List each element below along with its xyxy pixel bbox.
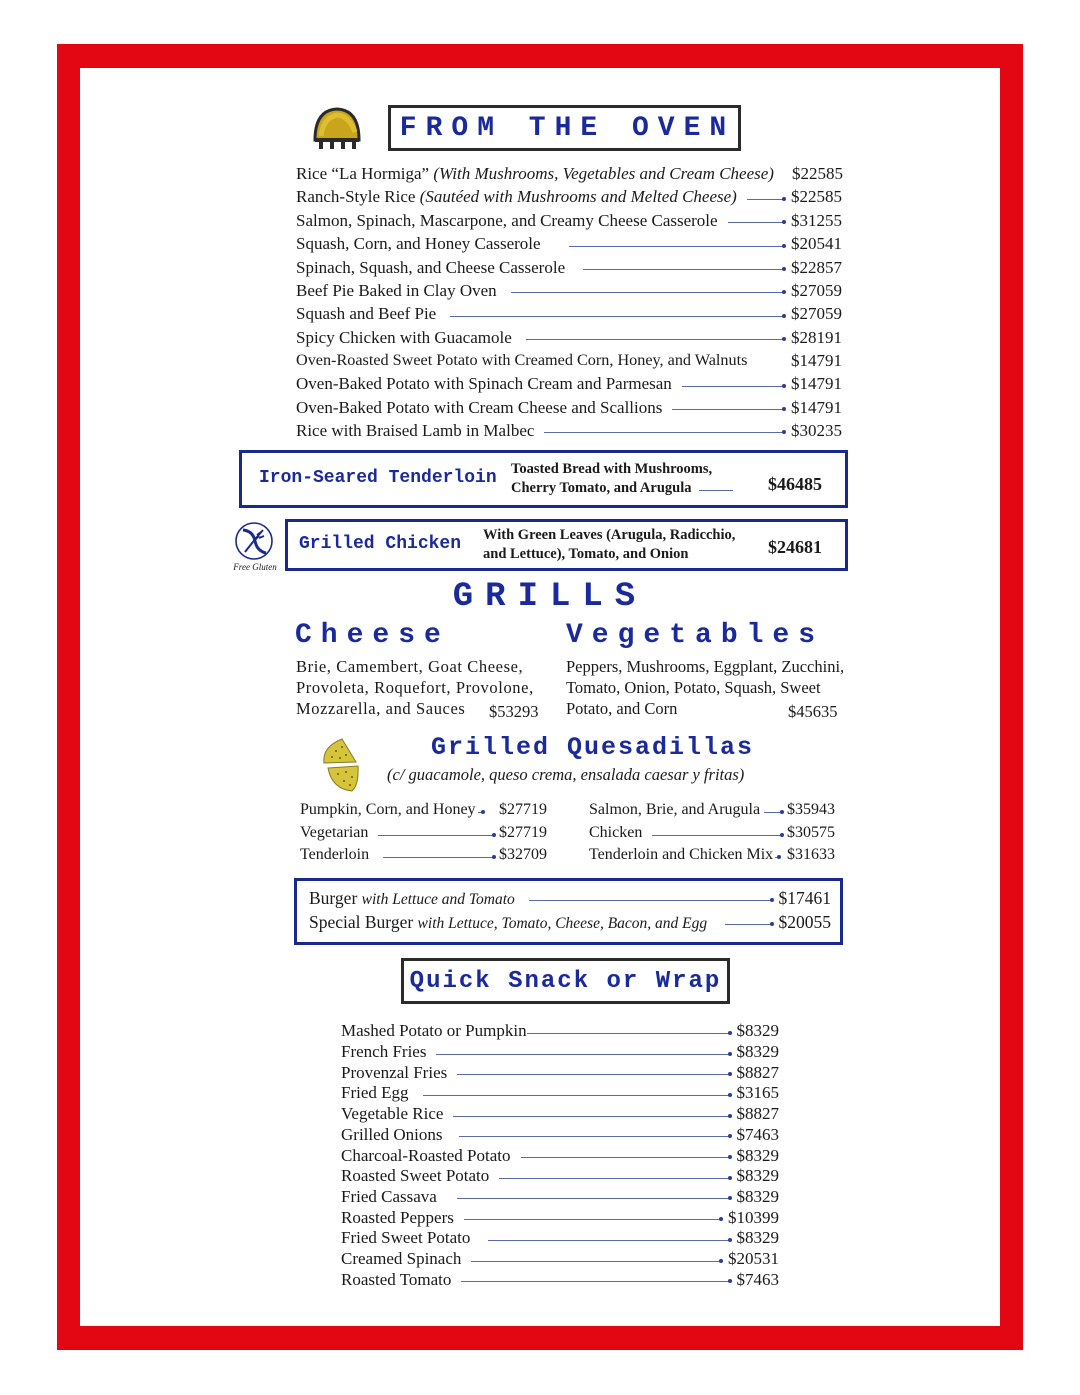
leader-line [521,1157,729,1158]
item-price: $30575 [787,824,835,841]
menu-item [341,1187,779,1208]
item-note: (Sautéed with Mushrooms and Melted Cheese) [419,187,737,206]
leader-line [699,490,733,491]
item-name: Vegetable Rice [341,1104,444,1124]
description-line: Tomato, Onion, Potato, Squash, Sweet [566,678,821,697]
menu-item [296,256,842,279]
subsection-title-cheese: Cheese [295,620,450,651]
section-title-from-the-oven: FROM THE OVEN [388,105,741,151]
leader-line [544,432,783,433]
item-name: Roasted Sweet Potato [341,1166,490,1186]
description-line: Peppers, Mushrooms, Eggplant, Zucchini, [566,657,845,676]
item-name: Fried Egg [341,1083,409,1103]
leader-line [526,339,783,340]
item-price: $20541 [791,234,842,253]
item-price: $8329 [736,1186,779,1206]
item-price: $22585 [791,187,842,206]
item-price: $8827 [736,1062,779,1082]
item-name: French Fries [341,1042,427,1062]
item-name: Salmon, Spinach, Mascarpone, and Creamy Cheese Casserole [296,210,718,230]
item-name: Fried Sweet Potato [341,1228,471,1248]
item-name: Mashed Potato or Pumpkin [341,1021,527,1041]
menu-item [296,303,842,326]
leader-line [569,246,783,247]
leader-line [728,222,783,223]
leader-line [453,1116,728,1117]
item-name: Squash and Beef Pie [296,304,437,323]
item-note: with Lettuce and Tomato [361,890,515,908]
leader-line [471,1261,720,1262]
leader-line [459,1136,729,1137]
item-price: $10399 [728,1207,779,1227]
item-price: $8329 [736,1145,779,1165]
leader-line [423,1095,729,1096]
item-price: $7463 [736,1269,779,1289]
item-name: Tenderloin [300,846,370,863]
menu-item [296,162,842,185]
item-price: $22585 [791,163,843,183]
item-name: Oven-Roasted Sweet Potato with Creamed Corn, Honey, and Walnuts [296,351,748,369]
item-price: $27719 [499,824,547,841]
item-price: $28191 [791,327,842,347]
item-name: Rice with Braised Lamb in Malbec [296,420,535,440]
menu-item [589,799,835,821]
item-name: Roasted Tomato [341,1269,452,1289]
clay-oven-icon [311,106,363,150]
item-price: $20055 [778,911,831,932]
leader-line [457,1074,728,1075]
item-name: Squash, Corn, and Honey Casserole [296,234,541,253]
leader-line [529,900,771,901]
leader-line [383,857,493,858]
quesadilla-icon [322,737,360,793]
item-name: Special Burger [309,911,414,932]
item-price: $17461 [778,887,831,908]
menu-item [300,844,547,866]
item-price: $14791 [791,374,842,393]
menu-item [341,1228,779,1249]
menu-item [341,1249,779,1270]
cheese-price: $53293 [489,702,539,721]
item-name: Salmon, Brie, and Arugula [589,801,761,818]
item-name: Tenderloin and Chicken Mix [589,846,774,863]
featured-title: Grilled Chicken [299,534,462,554]
leader-line [775,857,778,858]
gluten-free-label: Free Gluten [233,562,277,572]
item-note: (With Mushrooms, Vegetables and Cream Cheese) [433,163,774,183]
description-line: Provoleta, Roquefort, Provolone, [296,678,534,697]
item-name: Grilled Onions [341,1124,443,1144]
item-price: $22857 [791,257,842,277]
leader-line [682,386,783,387]
item-name: Burger [309,887,358,908]
description-line: Mozzarella, and Sauces [296,699,466,718]
menu-item [589,844,835,866]
menu-item [341,1166,779,1187]
leader-line [478,812,482,813]
subsection-title-vegetables: Vegetables [566,620,825,651]
item-price: $27059 [791,304,842,323]
leader-line [527,1033,729,1034]
leader-line [499,1178,728,1179]
item-name: Charcoal-Roasted Potato [341,1145,511,1165]
menu-item [341,1042,779,1063]
leader-line [757,362,783,363]
menu-item [341,1145,779,1166]
item-price: $20531 [728,1249,779,1269]
leader-line [672,409,783,410]
item-name: Provenzal Fries [341,1062,448,1082]
leader-line [378,835,493,836]
vegetables-price: $45635 [788,702,838,721]
menu-item [296,419,842,442]
menu-item [300,799,547,821]
section-title-quesadillas: Grilled Quesadillas [431,733,755,762]
menu-item [341,1021,779,1042]
item-price: $14791 [791,350,842,370]
menu-item [341,1125,779,1146]
vegetables-description [566,656,851,719]
item-note: with Lettuce, Tomato, Cheese, Bacon, and Egg [417,914,708,932]
description-line [511,479,733,498]
item-name: Oven-Baked Potato with Spinach Cream and Parmesan [296,374,672,393]
item-price: $8329 [736,1228,779,1248]
description-line: and Lettuce), Tomato, and Onion [483,546,689,562]
featured-title: Iron-Seared Tenderloin [259,468,497,488]
item-price: $31633 [787,846,835,863]
featured-description [483,526,735,564]
item-name: Chicken [589,824,643,841]
menu-item [589,822,835,844]
leader-line [450,316,783,317]
item-name: Spinach, Squash, and Cheese Casserole [296,257,566,277]
leader-line [764,812,781,813]
item-price: $30235 [791,420,842,440]
menu-item [296,326,842,349]
leader-line [464,1219,720,1220]
menu-item [341,1104,779,1125]
leader-line [436,1054,728,1055]
item-price: $8329 [736,1166,779,1186]
menu-item [341,1083,779,1104]
item-name: Creamed Spinach [341,1249,462,1269]
description-line: Potato, and Corn [566,699,678,718]
item-price: $8329 [736,1021,779,1041]
item-name: Oven-Baked Potato with Cream Cheese and Scallions [296,397,663,417]
item-price: $7463 [736,1124,779,1144]
leader-line [652,835,781,836]
menu-item [300,822,547,844]
item-price: $35943 [787,801,835,818]
leader-line [488,1240,728,1241]
menu-item [296,233,842,256]
item-name: Ranch-Style Rice [296,187,416,206]
cheese-description [296,656,558,719]
item-name: Vegetarian [300,824,369,841]
item-price: $14791 [791,397,842,417]
featured-price: $24681 [768,537,822,557]
menu-item [309,886,831,910]
item-price: $27059 [791,280,842,300]
leader-line [511,292,783,293]
gluten-free-icon [233,521,275,561]
featured-description [511,460,733,498]
menu-item [296,209,842,232]
description-text: Cherry Tomato, and Arugula [511,480,692,496]
item-name: Fried Cassava [341,1186,437,1206]
description-line: Toasted Bread with Mushrooms, [511,461,713,477]
section-title-grills: GRILLS [452,578,648,616]
item-name: Roasted Peppers [341,1207,454,1227]
menu-item [296,373,842,396]
item-price: $3165 [736,1083,779,1103]
menu-item [296,349,842,372]
section-title-quick-snack: Quick Snack or Wrap [401,958,730,1004]
description-line: Brie, Camembert, Goat Cheese, [296,657,524,676]
item-name: Pumpkin, Corn, and Honey [300,801,476,818]
leader-line [725,924,770,925]
item-price: $8827 [736,1104,779,1124]
item-name: Rice “La Hormiga” [296,163,430,183]
item-price: $31255 [791,210,842,230]
leader-line [747,199,783,200]
menu-item [296,279,842,302]
item-price: $32709 [499,846,547,863]
menu-item [296,186,842,209]
menu-item [341,1269,779,1290]
menu-item [341,1207,779,1228]
item-price: $27719 [499,801,547,818]
description-line: With Green Leaves (Arugula, Radicchio, [483,527,736,543]
featured-price: $46485 [768,474,822,494]
item-name: Spicy Chicken with Guacamole [296,327,512,347]
item-price: $8329 [736,1042,779,1062]
menu-item [341,1062,779,1083]
item-name: Beef Pie Baked in Clay Oven [296,280,497,300]
menu-item [309,910,831,934]
leader-line [461,1281,728,1282]
leader-line [583,269,783,270]
leader-line [457,1198,729,1199]
quesadillas-subtitle: (c/ guacamole, queso crema, ensalada caesar y fritas) [387,765,745,784]
menu-item [296,396,842,419]
